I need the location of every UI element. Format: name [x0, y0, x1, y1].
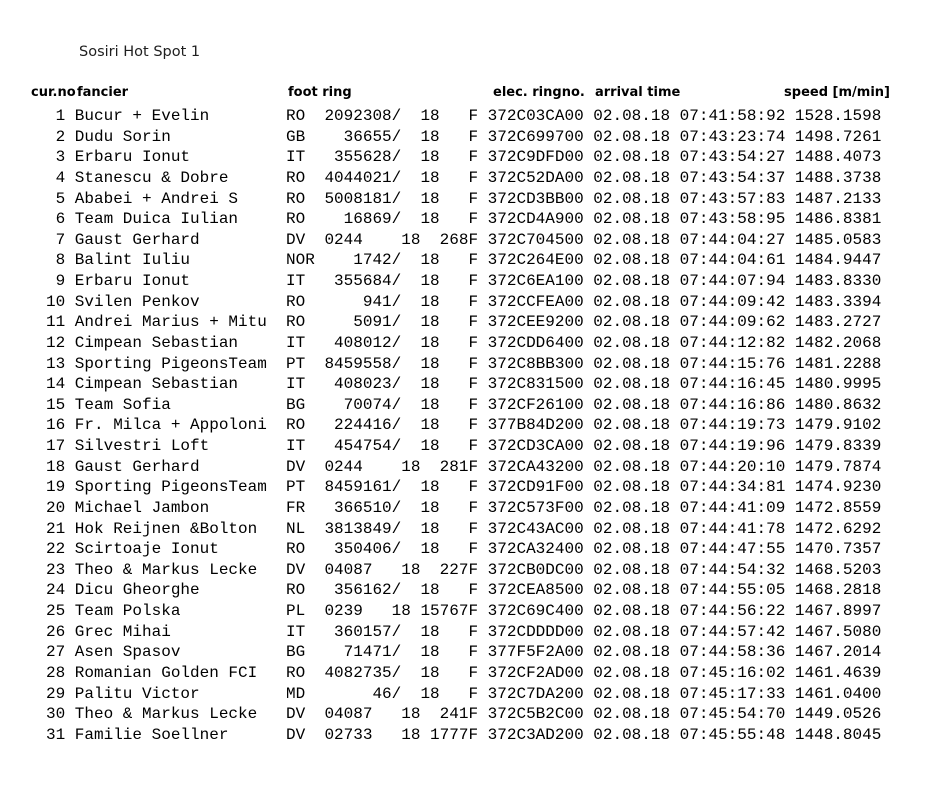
- row-elec-ringno: 372C831500: [487, 375, 584, 394]
- row-arrival-time: 07:44:04:61: [679, 251, 786, 270]
- row-curno: 9: [55, 272, 66, 290]
- row-curno: 31: [46, 725, 66, 744]
- row-foot-ring: 0244 18 281F: [324, 457, 479, 476]
- row-country: FR: [286, 498, 306, 517]
- row-arrival-time: 07:44:15:76: [679, 354, 786, 373]
- row-fancier: Silvestri Loft: [74, 437, 210, 455]
- row-foot-ring: 0244 18 268F: [324, 230, 479, 249]
- table-row: [46, 684, 881, 705]
- row-fancier: Gaust Gerhard: [74, 230, 200, 249]
- row-elec-ringno: 372CDDDD00: [487, 622, 584, 641]
- row-fancier: Svilen Penkov: [74, 292, 200, 311]
- row-fancier: Erbaru Ionut: [74, 272, 191, 290]
- row-country: BG: [286, 643, 306, 662]
- row-fancier: Palitu Victor: [74, 684, 200, 703]
- row-country: DV: [286, 705, 306, 724]
- row-arrival-date: 02.08.18: [593, 148, 671, 167]
- row-arrival-date: 02.08.18: [593, 272, 671, 290]
- row-country: DV: [286, 725, 306, 744]
- row-elec-ringno: 372C5B2C00: [487, 705, 584, 724]
- row-arrival-time: 07:43:57:83: [679, 189, 786, 208]
- header-speed: speed [m/min]: [784, 85, 890, 100]
- row-arrival-time: 07:44:41:78: [679, 519, 786, 538]
- row-arrival-date: 02.08.18: [593, 292, 671, 311]
- table-row: [46, 374, 881, 395]
- row-elec-ringno: 372C6EA100: [487, 272, 584, 290]
- row-curno: 11: [46, 313, 66, 332]
- row-arrival-date: 02.08.18: [593, 354, 671, 373]
- row-fancier: Hok Reijnen &Bolton: [74, 519, 258, 538]
- header-arrival-time: arrival time: [595, 85, 681, 100]
- header-fancier: fancier: [77, 85, 129, 100]
- row-fancier: Theo & Markus Lecke: [74, 705, 258, 724]
- row-elec-ringno: 372C3AD200: [487, 725, 584, 744]
- row-elec-ringno: 377B84D200: [487, 416, 584, 435]
- row-elec-ringno: 372CD3CA00: [487, 437, 584, 455]
- row-curno: 3: [55, 148, 66, 167]
- row-country: PT: [286, 478, 306, 497]
- row-curno: 18: [46, 457, 66, 476]
- row-foot-ring: 70074/ 18 F: [324, 395, 479, 414]
- row-foot-ring: 356162/ 18 F: [324, 581, 479, 600]
- row-curno: 8: [55, 251, 66, 270]
- table-body: [46, 106, 881, 745]
- row-elec-ringno: 372C03CA00: [487, 107, 584, 125]
- row-foot-ring: 46/ 18 F: [324, 684, 479, 703]
- row-arrival-time: 07:44:09:42: [679, 292, 786, 311]
- row-elec-ringno: 372CDD6400: [487, 333, 584, 352]
- row-country: IT: [286, 437, 306, 455]
- row-country: RO: [286, 581, 306, 600]
- row-arrival-date: 02.08.18: [593, 230, 671, 249]
- table-row: [46, 147, 881, 168]
- row-speed: 1467.5080: [794, 622, 882, 641]
- row-country: RO: [286, 292, 306, 311]
- row-speed: 1482.2068: [794, 333, 882, 352]
- row-foot-ring: 04087 18 241F: [324, 705, 479, 724]
- row-elec-ringno: 372CEE9200: [487, 313, 584, 332]
- row-arrival-time: 07:44:56:22: [679, 602, 786, 620]
- row-fancier: Erbaru Ionut: [74, 148, 191, 167]
- table-row: [46, 271, 881, 292]
- row-arrival-date: 02.08.18: [593, 395, 671, 414]
- row-country: DV: [286, 560, 306, 579]
- row-arrival-time: 07:45:55:48: [679, 725, 786, 744]
- row-speed: 1480.8632: [794, 395, 882, 414]
- row-speed: 1461.4639: [794, 663, 882, 682]
- row-fancier: Team Polska: [74, 602, 181, 620]
- row-curno: 21: [46, 519, 66, 538]
- row-fancier: Fr. Milca + Appoloni: [74, 416, 267, 435]
- row-elec-ringno: 372CA32400: [487, 540, 584, 559]
- row-speed: 1483.3394: [794, 292, 882, 311]
- row-fancier: Bucur + Evelin: [74, 107, 210, 125]
- row-curno: 20: [46, 498, 66, 517]
- row-foot-ring: 355628/ 18 F: [324, 148, 479, 167]
- row-arrival-time: 07:45:17:33: [679, 684, 786, 703]
- row-arrival-date: 02.08.18: [593, 457, 671, 476]
- row-arrival-time: 07:41:58:92: [679, 107, 786, 125]
- row-elec-ringno: 372CD4A900: [487, 210, 584, 229]
- row-elec-ringno: 372CD3BB00: [487, 189, 584, 208]
- row-fancier: Andrei Marius + Mitu: [74, 313, 267, 332]
- table-row: [46, 333, 881, 354]
- row-country: PT: [286, 354, 306, 373]
- row-curno: 1: [55, 107, 66, 125]
- row-speed: 1485.0583: [794, 230, 882, 249]
- table-row: [46, 642, 881, 663]
- row-foot-ring: 0239 18 15767F: [324, 602, 479, 620]
- row-fancier: Team Duica Iulian: [74, 210, 239, 229]
- row-foot-ring: 04087 18 227F: [324, 560, 479, 579]
- row-foot-ring: 360157/ 18 F: [324, 622, 479, 641]
- row-curno: 16: [46, 416, 66, 435]
- row-elec-ringno: 372C43AC00: [487, 519, 584, 538]
- row-foot-ring: 224416/ 18 F: [324, 416, 479, 435]
- row-curno: 28: [46, 663, 66, 682]
- row-arrival-date: 02.08.18: [593, 663, 671, 682]
- row-fancier: Gaust Gerhard: [74, 457, 200, 476]
- row-country: BG: [286, 395, 306, 414]
- row-elec-ringno: 372CF26100: [487, 395, 584, 414]
- row-foot-ring: 02733 18 1777F: [324, 725, 479, 744]
- table-row: [46, 168, 881, 189]
- row-speed: 1461.0400: [794, 684, 882, 703]
- row-fancier: Stanescu & Dobre: [74, 168, 229, 187]
- row-arrival-date: 02.08.18: [593, 498, 671, 517]
- row-arrival-date: 02.08.18: [593, 519, 671, 538]
- row-elec-ringno: 372C52DA00: [487, 168, 584, 187]
- row-arrival-date: 02.08.18: [593, 168, 671, 187]
- row-elec-ringno: 372CD91F00: [487, 478, 584, 497]
- table-row: [46, 292, 881, 313]
- row-curno: 2: [55, 127, 66, 146]
- row-country: IT: [286, 272, 306, 290]
- row-speed: 1528.1598: [794, 107, 882, 125]
- row-fancier: Romanian Golden FCI: [74, 663, 258, 682]
- row-fancier: Team Sofia: [74, 395, 171, 414]
- row-arrival-date: 02.08.18: [593, 127, 671, 146]
- table-row: [46, 415, 881, 436]
- row-elec-ringno: 372C699700: [487, 127, 584, 146]
- row-curno: 29: [46, 684, 66, 703]
- row-speed: 1484.9447: [794, 251, 882, 270]
- row-arrival-time: 07:44:19:96: [679, 437, 786, 455]
- page-title: Sosiri Hot Spot 1: [79, 44, 201, 60]
- row-country: RO: [286, 210, 306, 229]
- table-row: [46, 580, 881, 601]
- row-arrival-time: 07:44:57:42: [679, 622, 786, 641]
- row-speed: 1467.8997: [794, 602, 882, 620]
- row-arrival-date: 02.08.18: [593, 643, 671, 662]
- row-speed: 1486.8381: [794, 210, 882, 229]
- row-country: PL: [286, 602, 306, 620]
- row-foot-ring: 2092308/ 18 F: [324, 107, 479, 125]
- row-foot-ring: 5091/ 18 F: [324, 313, 479, 332]
- table-row: [46, 189, 881, 210]
- row-fancier: Scirtoaje Ionut: [74, 540, 219, 559]
- row-elec-ringno: 372C264E00: [487, 251, 584, 270]
- table-row: [46, 436, 881, 457]
- row-elec-ringno: 372CCFEA00: [487, 292, 584, 311]
- row-country: RO: [286, 168, 306, 187]
- row-speed: 1448.8045: [794, 725, 882, 744]
- row-fancier: Balint Iuliu: [74, 251, 191, 270]
- row-arrival-time: 07:44:16:86: [679, 395, 786, 414]
- row-curno: 15: [46, 395, 66, 414]
- row-arrival-time: 07:44:04:27: [679, 230, 786, 249]
- row-arrival-date: 02.08.18: [593, 540, 671, 559]
- header-curno: cur.no: [31, 85, 76, 100]
- row-arrival-time: 07:44:34:81: [679, 478, 786, 497]
- row-arrival-date: 02.08.18: [593, 333, 671, 352]
- row-arrival-date: 02.08.18: [593, 375, 671, 394]
- row-elec-ringno: 372C8BB300: [487, 354, 584, 373]
- table-row: [46, 209, 881, 230]
- row-curno: 27: [46, 643, 66, 662]
- row-country: IT: [286, 375, 306, 394]
- row-arrival-date: 02.08.18: [593, 581, 671, 600]
- row-elec-ringno: 372CA43200: [487, 457, 584, 476]
- row-speed: 1474.9230: [794, 478, 882, 497]
- row-curno: 23: [46, 560, 66, 579]
- row-country: NOR: [286, 251, 315, 270]
- table-row: [46, 477, 881, 498]
- row-country: IT: [286, 333, 306, 352]
- row-country: RO: [286, 313, 306, 332]
- row-speed: 1449.0526: [794, 705, 882, 724]
- row-arrival-time: 07:44:54:32: [679, 560, 786, 579]
- row-curno: 25: [46, 602, 66, 620]
- row-fancier: Sporting PigeonsTeam: [74, 478, 267, 497]
- row-foot-ring: 4044021/ 18 F: [324, 168, 479, 187]
- row-arrival-time: 07:44:12:82: [679, 333, 786, 352]
- table-row: [46, 519, 881, 540]
- row-elec-ringno: 372C704500: [487, 230, 584, 249]
- row-foot-ring: 408012/ 18 F: [324, 333, 479, 352]
- row-country: MD: [286, 684, 306, 703]
- header-elec-ringno: elec. ringno.: [493, 85, 585, 100]
- row-fancier: Dicu Gheorghe: [74, 581, 200, 600]
- row-arrival-date: 02.08.18: [593, 189, 671, 208]
- row-elec-ringno: 372CF2AD00: [487, 663, 584, 682]
- row-arrival-time: 07:44:09:62: [679, 313, 786, 332]
- row-country: IT: [286, 148, 306, 167]
- row-speed: 1479.7874: [794, 457, 882, 476]
- row-curno: 14: [46, 375, 66, 394]
- table-row: [46, 725, 881, 746]
- row-foot-ring: 355684/ 18 F: [324, 272, 479, 290]
- row-curno: 19: [46, 478, 66, 497]
- row-foot-ring: 366510/ 18 F: [324, 498, 479, 517]
- row-curno: 13: [46, 354, 66, 373]
- row-speed: 1488.4073: [794, 148, 882, 167]
- table-row: [46, 106, 881, 127]
- row-elec-ringno: 372CB0DC00: [487, 560, 584, 579]
- row-arrival-date: 02.08.18: [593, 725, 671, 744]
- row-arrival-time: 07:44:19:73: [679, 416, 786, 435]
- row-speed: 1483.8330: [794, 272, 882, 290]
- row-speed: 1467.2014: [794, 643, 882, 662]
- row-speed: 1468.2818: [794, 581, 882, 600]
- row-curno: 10: [46, 292, 66, 311]
- table-row: [46, 312, 881, 333]
- row-foot-ring: 408023/ 18 F: [324, 375, 479, 394]
- row-fancier: Ababei + Andrei S: [74, 189, 239, 208]
- row-fancier: Theo & Markus Lecke: [74, 560, 258, 579]
- row-arrival-date: 02.08.18: [593, 705, 671, 724]
- table-row: [46, 457, 881, 478]
- row-country: RO: [286, 416, 306, 435]
- row-elec-ringno: 372CEA8500: [487, 581, 584, 600]
- row-arrival-date: 02.08.18: [593, 602, 671, 620]
- row-speed: 1498.7261: [794, 127, 882, 146]
- row-fancier: Cimpean Sebastian: [74, 375, 239, 394]
- row-fancier: Dudu Sorin: [74, 127, 171, 146]
- row-arrival-time: 07:43:54:27: [679, 148, 786, 167]
- row-foot-ring: 71471/ 18 F: [324, 643, 479, 662]
- row-speed: 1480.9995: [794, 375, 882, 394]
- table-row: [46, 539, 881, 560]
- row-fancier: Familie Soellner: [74, 725, 229, 744]
- row-foot-ring: 4082735/ 18 F: [324, 663, 479, 682]
- row-speed: 1468.5203: [794, 560, 882, 579]
- row-country: RO: [286, 107, 306, 125]
- row-arrival-date: 02.08.18: [593, 622, 671, 641]
- row-foot-ring: 36655/ 18 F: [324, 127, 479, 146]
- row-foot-ring: 1742/ 18 F: [324, 251, 479, 270]
- row-curno: 24: [46, 581, 66, 600]
- row-foot-ring: 5008181/ 18 F: [324, 189, 479, 208]
- row-arrival-time: 07:44:20:10: [679, 457, 786, 476]
- table-row: [46, 230, 881, 251]
- row-arrival-time: 07:44:07:94: [679, 272, 786, 290]
- row-elec-ringno: 372C69C400: [487, 602, 584, 620]
- row-fancier: Sporting PigeonsTeam: [74, 354, 267, 373]
- row-elec-ringno: 372C7DA200: [487, 684, 584, 703]
- table-row: [46, 622, 881, 643]
- table-row: [46, 498, 881, 519]
- row-speed: 1481.2288: [794, 354, 882, 373]
- row-speed: 1472.6292: [794, 519, 882, 538]
- row-speed: 1483.2727: [794, 313, 882, 332]
- row-arrival-time: 07:44:55:05: [679, 581, 786, 600]
- row-curno: 26: [46, 622, 66, 641]
- row-speed: 1479.9102: [794, 416, 882, 435]
- row-arrival-time: 07:44:47:55: [679, 540, 786, 559]
- row-curno: 22: [46, 540, 66, 559]
- row-arrival-time: 07:44:16:45: [679, 375, 786, 394]
- row-arrival-time: 07:45:16:02: [679, 663, 786, 682]
- row-curno: 30: [46, 705, 66, 724]
- row-fancier: Asen Spasov: [74, 643, 181, 662]
- row-curno: 6: [55, 210, 66, 229]
- row-arrival-date: 02.08.18: [593, 416, 671, 435]
- row-country: IT: [286, 622, 306, 641]
- row-elec-ringno: 372C9DFD00: [487, 148, 584, 167]
- row-arrival-date: 02.08.18: [593, 313, 671, 332]
- row-elec-ringno: 372C573F00: [487, 498, 584, 517]
- row-arrival-date: 02.08.18: [593, 210, 671, 229]
- row-arrival-time: 07:44:58:36: [679, 643, 786, 662]
- row-foot-ring: 8459161/ 18 F: [324, 478, 479, 497]
- row-foot-ring: 3813849/ 18 F: [324, 519, 479, 538]
- row-curno: 12: [46, 333, 66, 352]
- table-row: [46, 560, 881, 581]
- table-row: [46, 395, 881, 416]
- row-speed: 1472.8559: [794, 498, 882, 517]
- row-country: DV: [286, 457, 306, 476]
- row-elec-ringno: 377F5F2A00: [487, 643, 584, 662]
- table-row: [46, 127, 881, 148]
- row-foot-ring: 350406/ 18 F: [324, 540, 479, 559]
- row-country: RO: [286, 189, 306, 208]
- table-row: [46, 354, 881, 375]
- row-arrival-date: 02.08.18: [593, 251, 671, 270]
- table-header-row: [0, 85, 948, 103]
- table-row: [46, 663, 881, 684]
- row-arrival-time: 07:43:54:37: [679, 168, 786, 187]
- row-arrival-date: 02.08.18: [593, 560, 671, 579]
- row-country: RO: [286, 540, 306, 559]
- row-arrival-date: 02.08.18: [593, 437, 671, 455]
- row-speed: 1470.7357: [794, 540, 882, 559]
- row-fancier: Michael Jambon: [74, 498, 210, 517]
- row-foot-ring: 941/ 18 F: [324, 292, 479, 311]
- header-foot-ring: foot ring: [288, 85, 352, 100]
- table-row: [46, 250, 881, 271]
- row-fancier: Grec Mihai: [74, 622, 171, 641]
- row-arrival-date: 02.08.18: [593, 478, 671, 497]
- row-speed: 1488.3738: [794, 168, 882, 187]
- row-foot-ring: 8459558/ 18 F: [324, 354, 479, 373]
- table-row: [46, 601, 881, 622]
- row-foot-ring: 454754/ 18 F: [324, 437, 479, 455]
- row-fancier: Cimpean Sebastian: [74, 333, 239, 352]
- row-country: DV: [286, 230, 306, 249]
- row-curno: 4: [55, 168, 66, 187]
- row-country: RO: [286, 663, 306, 682]
- table-row: [46, 704, 881, 725]
- row-curno: 7: [55, 230, 66, 249]
- row-arrival-time: 07:44:41:09: [679, 498, 786, 517]
- row-country: NL: [286, 519, 306, 538]
- row-arrival-date: 02.08.18: [593, 107, 671, 125]
- row-curno: 5: [55, 189, 66, 208]
- row-arrival-time: 07:45:54:70: [679, 705, 786, 724]
- row-curno: 17: [46, 437, 66, 455]
- row-arrival-time: 07:43:58:95: [679, 210, 786, 229]
- row-arrival-date: 02.08.18: [593, 684, 671, 703]
- row-speed: 1487.2133: [794, 189, 882, 208]
- row-foot-ring: 16869/ 18 F: [324, 210, 479, 229]
- row-speed: 1479.8339: [794, 437, 882, 455]
- row-country: GB: [286, 127, 306, 146]
- row-arrival-time: 07:43:23:74: [679, 127, 786, 146]
